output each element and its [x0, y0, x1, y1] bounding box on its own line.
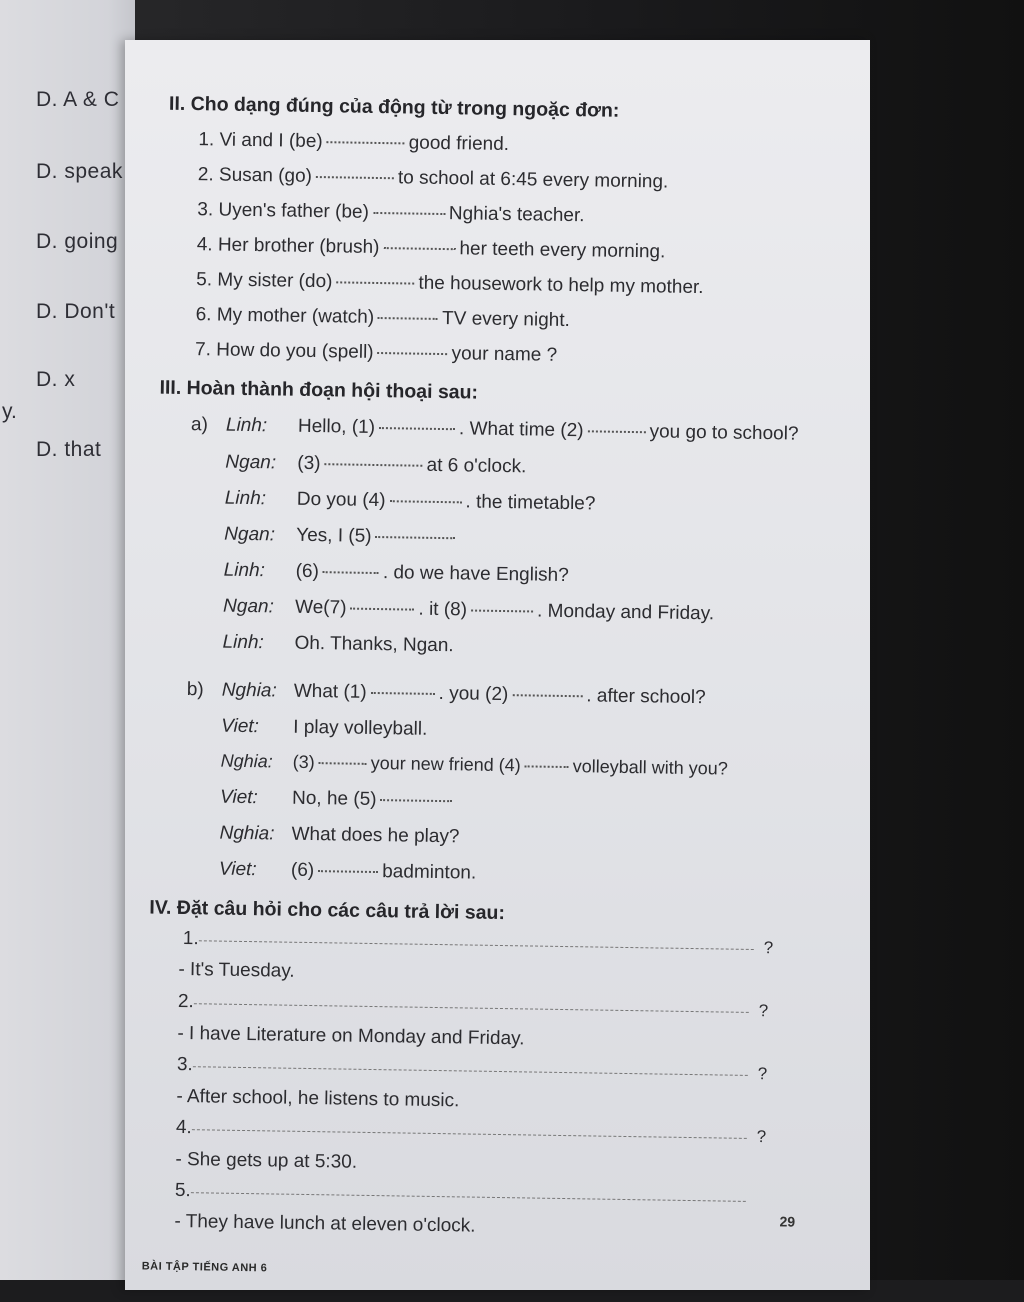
answer-text: - They have lunch at eleven o'clock. [174, 1210, 476, 1237]
dialog-line: Ngan: We(7) . it (8) . Monday and Friday. [222, 595, 715, 625]
book-title-footer: BÀI TẬP TIẾNG ANH 6 [141, 1260, 268, 1275]
dialog-line: Linh: Do you (4) . the timetable? [224, 487, 596, 515]
left-option: D. going [36, 230, 119, 253]
question-line: 2. ? [177, 990, 769, 1021]
left-option: D. that [36, 438, 102, 461]
answer-text: - After school, he listens to music. [176, 1085, 460, 1112]
section2-title: II. Cho dạng đúng của động từ trong ngoặc đơn: [168, 92, 620, 122]
dialog-line: Linh: (6) . do we have English? [223, 559, 569, 587]
section3-title: III. Hoàn thành đoạn hội thoại sau: [159, 376, 479, 404]
dialog-line: Nghia: What does he play? [219, 822, 460, 848]
dialog-line: Nghia: What (1) . you (2) . after school? [221, 679, 706, 709]
left-option: D. A & C [36, 88, 120, 111]
left-option: D. speak [36, 160, 123, 183]
left-stray-text: y. [2, 400, 17, 423]
dialog-line: Viet: No, he (5) [220, 787, 457, 813]
dialog-line: Viet: (6) badminton. [218, 858, 477, 884]
part-b-label: b) [186, 679, 204, 701]
answer-text: - She gets up at 5:30. [175, 1148, 358, 1173]
section2-item: 2. Susan (go) to school at 6:45 every morning. [197, 164, 669, 193]
section4-title: IV. Đặt câu hỏi cho các câu trả lời sau: [149, 896, 506, 925]
dialog-line: Linh: Hello, (1) . What time (2) you go to school? [225, 414, 799, 445]
page-number: 29 [779, 1213, 796, 1230]
dialog-line: Ngan: (3) at 6 o'clock. [225, 451, 527, 478]
dialog-line: Ngan: Yes, I (5) [224, 524, 460, 550]
answer-text: - It's Tuesday. [178, 958, 295, 982]
dialog-line: Viet: I play volleyball. [221, 715, 428, 740]
section2-item: 5. My sister (do) the housework to help my mother. [196, 269, 704, 299]
dialog-line: Linh: Oh. Thanks, Ngan. [222, 631, 454, 657]
dialog-line: Nghia: (3) your new friend (4) volleyball with you? [220, 750, 728, 779]
worksheet-page [125, 40, 870, 1290]
section2-item: 3. Uyen's father (be) Nghia's teacher. [197, 199, 585, 227]
section2-item: 1. Vi and I (be) good friend. [198, 129, 510, 156]
left-option: D. Don't [36, 300, 116, 323]
left-option: D. x [36, 368, 76, 391]
answer-text: - I have Literature on Monday and Friday. [177, 1022, 525, 1050]
section2-item: 6. My mother (watch) TV every night. [195, 304, 571, 332]
question-line: 5. [175, 1180, 756, 1211]
section2-item: 7. How do you (spell) your name ? [194, 339, 558, 366]
question-line: 4. ? [175, 1116, 767, 1147]
section2-item: 4. Her brother (brush) her teeth every morning. [196, 234, 666, 263]
part-a-label: a) [190, 414, 209, 436]
question-line: 3. ? [176, 1053, 768, 1084]
question-line: 1. ? [182, 928, 774, 958]
